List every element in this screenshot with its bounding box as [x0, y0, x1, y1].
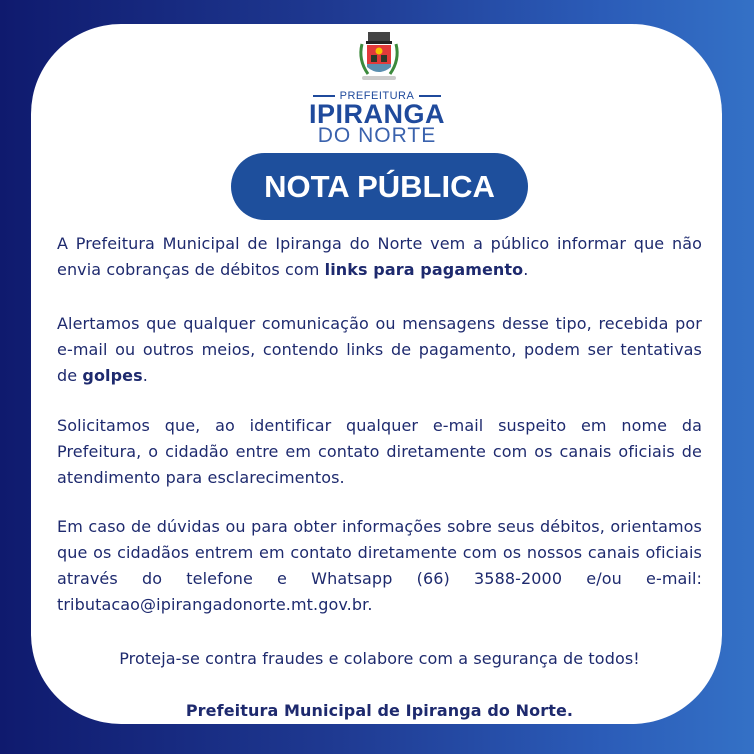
paragraph-1: [57, 231, 702, 283]
logo-do-norte-text: DO NORTE: [317, 124, 437, 147]
paragraph-3: Solicitamos que, ao identificar qualquer e-mail suspeito em nome da Prefeitura, o cidadão entre em contato diretamente com os canais oficiais de atendimento para esclarecimentos.: [57, 416, 702, 487]
page-title: NOTA PÚBLICA: [231, 153, 528, 220]
closing-line: Proteja-se contra fraudes e colabore com a segurança de todos!: [119, 649, 640, 668]
bold-text: links para pagamento: [324, 260, 524, 279]
logo-ipiranga-text: IPIRANGA: [308, 99, 445, 129]
bold-text: golpes: [82, 366, 143, 385]
paragraph-4: Em caso de dúvidas ou para obter informações sobre seus débitos, orientamos que os cidadãos entrem em contato diretamente com os nossos canais oficiais através do telefone e Whatsapp (66) 3588-2000 e/ou e-mail: tributacao@ipirangadonorte.mt.gov.br.: [57, 517, 702, 614]
text: .: [142, 366, 148, 385]
prefeitura-logo: [300, 90, 454, 146]
paragraph-2: [57, 311, 702, 389]
text: Alertamos que qualquer comunicação ou mensagens desse tipo, recebida por e-mail ou outros meios, contendo links de pagamento, podem ser tentativas de: [57, 314, 702, 385]
coat-of-arms-icon: [340, 30, 416, 90]
text: A Prefeitura Municipal de Ipiranga do Norte vem a público informar que não envia cobranças de débitos com: [57, 234, 702, 279]
logo-prefeitura-text: PREFEITURA: [300, 90, 454, 102]
signature: Prefeitura Municipal de Ipiranga do Norte.: [185, 701, 574, 720]
text: .: [523, 260, 529, 279]
